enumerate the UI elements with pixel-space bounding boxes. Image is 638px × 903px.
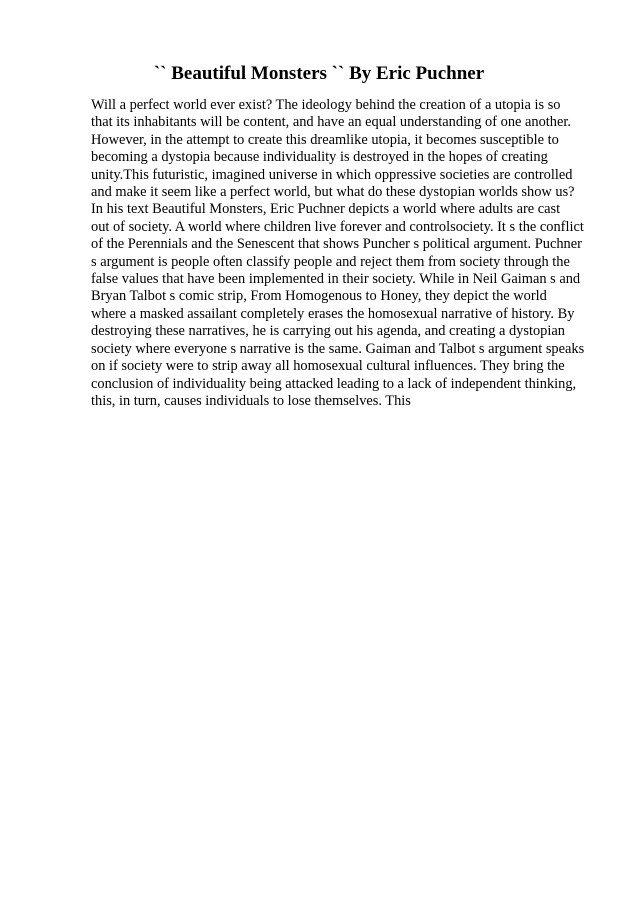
body-line: conclusion of individuality being attacked leading to a lack of independent thinking, [91,375,577,392]
document-title: `` Beautiful Monsters `` By Eric Puchner [153,63,485,84]
body-line: on if society were to strip away all homosexual cultural influences. They bring the [91,358,565,375]
body-line: where a masked assailant completely erases the homosexual narrative of history. By [91,305,575,322]
body-line: becoming a dystopia because individuality is destroyed in the hopes of creating [91,149,548,166]
body-line: Will a perfect world ever exist? The ideology behind the creation of a utopia is so [91,97,561,113]
body-line: destroying these narratives, he is carrying out his agenda, and creating a dystopian [91,323,565,340]
body-line: false values that have been implemented in their society. While in Neil Gaiman s and [91,271,581,288]
document-body [91,97,591,410]
body-line: society where everyone s narrative is the same. Gaiman and Talbot s argument speaks [91,340,585,357]
body-line: this, in turn, causes individuals to lose themselves. This [91,392,411,409]
body-line: Bryan Talbot s comic strip, From Homogenous to Honey, they depict the world [91,288,547,305]
body-line: and make it seem like a perfect world, but what do these dystopian worlds show us? [91,184,575,201]
body-line: out of society. A world where children live forever and controlsociety. It s the conflict [91,218,584,235]
body-line: unity.This futuristic, imagined universe in which oppressive societies are controlled [91,166,573,183]
body-line: of the Perennials and the Senescent that shows Puncher s political argument. Puchner [91,236,582,253]
body-line: However, in the attempt to create this dreamlike utopia, it becomes susceptible to [91,131,559,148]
body-line: s argument is people often classify people and reject them from society through the [91,253,570,270]
body-line: In his text Beautiful Monsters, Eric Puchner depicts a world where adults are cast [91,201,561,218]
body-line: that its inhabitants will be content, and have an equal understanding of one another. [91,114,571,131]
